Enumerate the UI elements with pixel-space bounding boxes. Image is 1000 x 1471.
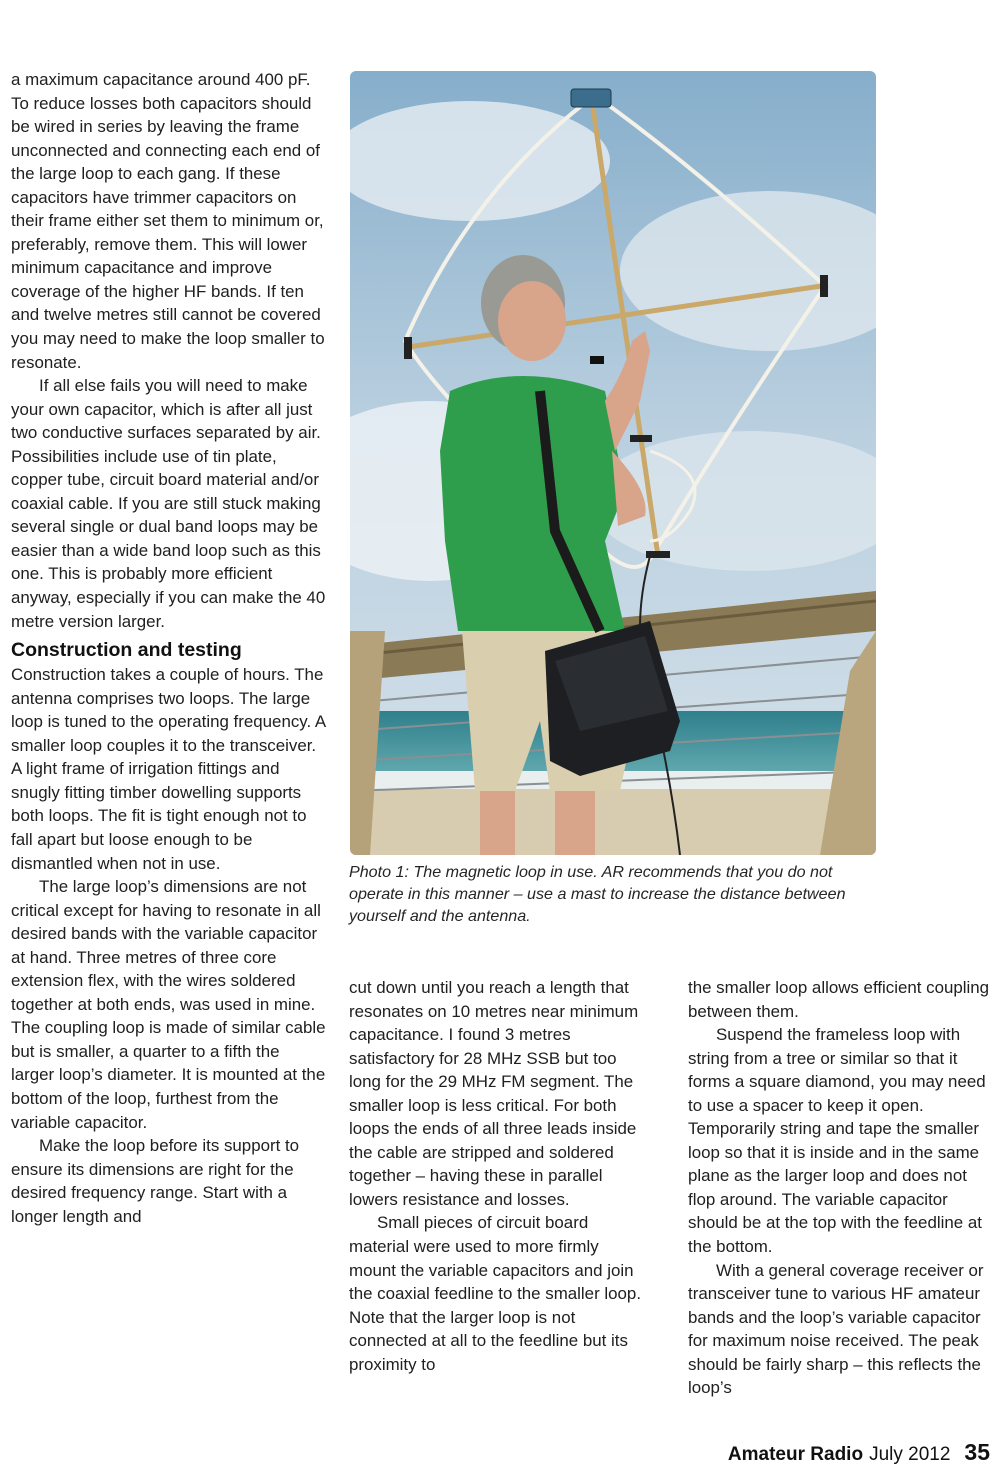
section-heading: Construction and testing bbox=[11, 639, 242, 662]
page-number: 35 bbox=[964, 1439, 990, 1465]
paragraph: If all else fails you will need to make your own capacitor, which is after all just two conductive surfaces separated by air. Possibilities include use of tin plate, copper tube, circuit board material and/or coaxial cable. If you are still stuck making several single or dual band loops may be easier than a wide band loop such as this one. This is probably more efficient anyway, especially if you can make the 40 metre version larger. bbox=[11, 376, 326, 631]
paragraph: Suspend the frameless loop with string from a tree or similar so that it forms a square diamond, you may need to use a spacer to keep it open. Temporarily string and tape the smaller loop so that it is inside and in the same plane as the larger loop and does not flop around. The variable capacitor should be at the top with the feedline at the bottom. bbox=[688, 1025, 986, 1257]
text-column-right bbox=[688, 976, 993, 1400]
text-column-middle bbox=[349, 976, 649, 1376]
paragraph: Construction takes a couple of hours. The antenna comprises two loops. The large loop is tuned to the operating frequency. A smaller loop couples it to the transceiver. A light frame of irrigation fittings and snugly fitting timber dowelling supports both loops. The fit is tight enough not to fall apart but loose enough to be dismantled when not in use. bbox=[11, 665, 326, 873]
paragraph: a maximum capacitance around 400 pF. To reduce losses both capacitors should be wired in series by leaving the frame unconnected and connecting each end of the large loop to each gang. If these capacitors have trimmer capacitors on their frame either set them to minimum or, preferably, remove them. This will lower minimum capacitance and improve coverage of the higher HF bands. If ten and twelve metres still cannot be covered you may need to make the loop smaller to resonate. bbox=[11, 70, 325, 372]
paragraph: the smaller loop allows efficient coupling between them. bbox=[688, 978, 990, 1021]
paragraph: Small pieces of circuit board material were used to more firmly mount the variable capacitors and join the coaxial feedline to the smaller loop. Note that the larger loop is not connected at all to the feedline but its proximity to bbox=[349, 1213, 642, 1374]
paragraph: With a general coverage receiver or transceiver tune to various HF amateur bands and the loop’s variable capacitor for maximum noise received. The peak should be fairly sharp – this reflects the loop’s bbox=[688, 1260, 984, 1398]
publication-name: Amateur Radio bbox=[727, 1444, 864, 1465]
paragraph: Make the loop before its support to ensure its dimensions are right for the desired frequency range. Start with a longer length and bbox=[11, 1136, 300, 1226]
issue-date: July 2012 bbox=[869, 1444, 951, 1465]
text-column-left bbox=[11, 68, 327, 1228]
photo-caption: Photo 1: The magnetic loop in use. AR recommends that you do not operate in this manner – use a mast to increase the distance between yourself and the antenna. bbox=[349, 863, 846, 925]
paragraph: cut down until you reach a length that resonates on 10 metres near minimum capacitance. I found 3 metres satisfactory for 28 MHz SSB but too long for the 29 MHz FM segment. The smaller loop is less critical. For both loops the ends of all three leads inside the cable are stripped and soldered together – having these in parallel lowers resistance and losses. bbox=[349, 978, 639, 1209]
page-footer bbox=[728, 1439, 990, 1466]
paragraph: The large loop’s dimensions are not critical except for having to resonate in all desired bands with the variable capacitor at hand. Three metres of three core extension flex, with the wires soldered together at both ends, was used in mine. The coupling loop is made of similar cable but is smaller, a quarter to a fifth the larger loop’s diameter. It is mounted at the bottom of the loop, furthest from the variable capacitor. bbox=[11, 877, 326, 1132]
photo-magnetic-loop bbox=[350, 71, 876, 855]
